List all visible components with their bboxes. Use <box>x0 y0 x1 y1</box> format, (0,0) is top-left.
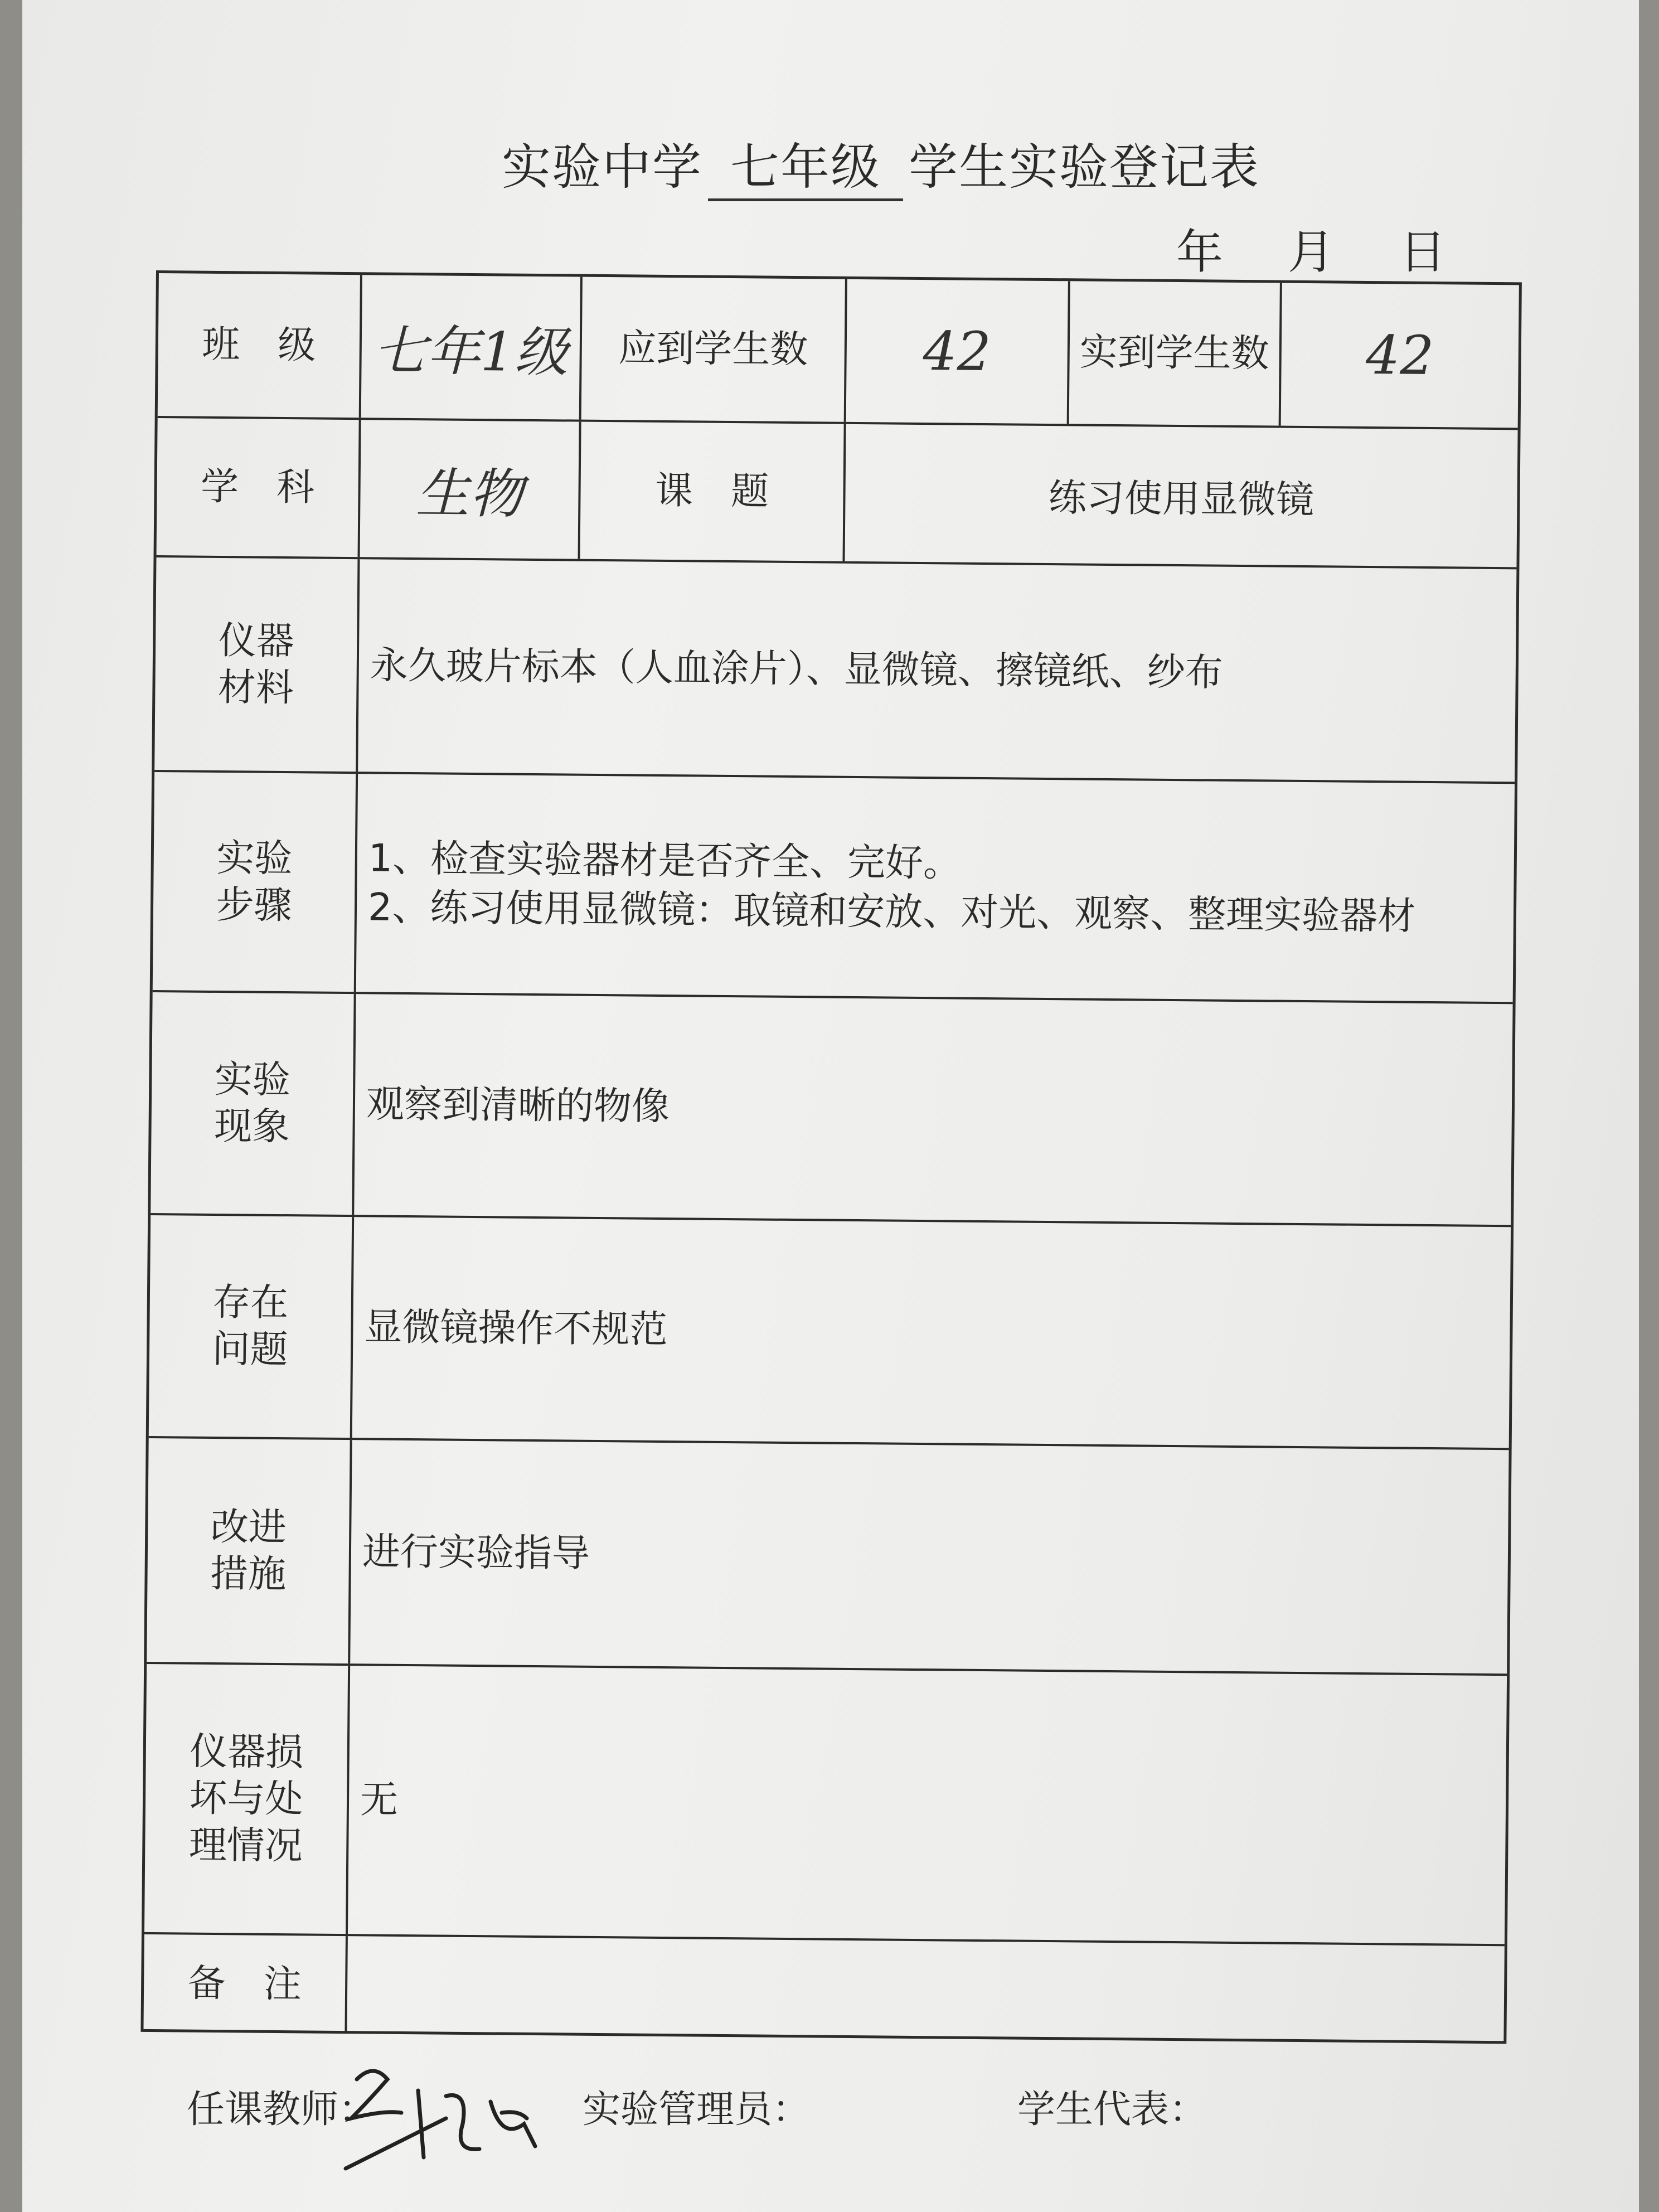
student-rep-label: 学生代表： <box>1017 2088 1207 2132</box>
equipment-value[interactable]: 永久玻片标本（人血涂片）、显微镜、擦镜纸、纱布 <box>370 643 1224 695</box>
date-row <box>1176 215 1511 282</box>
teacher-signature-icon <box>334 2057 569 2185</box>
steps-value[interactable] <box>356 774 1512 1002</box>
title-grade: 七年级 <box>708 128 903 201</box>
title-school: 实验中学 <box>502 138 703 196</box>
expected-students-value[interactable]: 42 <box>846 279 1070 424</box>
topic-label: 课 题 <box>580 422 846 561</box>
row-problems <box>149 1215 1511 1450</box>
form-title <box>502 128 1282 201</box>
problems-value[interactable]: 显微镜操作不规范 <box>364 1305 668 1352</box>
damage-value[interactable]: 无 <box>360 1777 399 1822</box>
row-class-attendance <box>158 273 1519 430</box>
notes-label: 备 注 <box>143 1934 348 2034</box>
row-improvement <box>147 1438 1508 1676</box>
registration-table <box>140 270 1521 2044</box>
class-value[interactable]: 七年1级 <box>361 275 583 419</box>
damage-label: 仪器损 坏与处 理情况 <box>144 1664 350 1934</box>
admin-label: 实验管理员： <box>583 2088 811 2132</box>
improvement-value[interactable]: 进行实验指导 <box>362 1529 590 1576</box>
topic-value[interactable]: 练习使用显微镜 <box>1048 476 1314 522</box>
date-month: 月 <box>1288 225 1335 279</box>
step-1: 1、检查实验器材是否齐全、完好。 <box>368 836 962 886</box>
row-notes <box>143 1934 1504 2044</box>
subject-label: 学 科 <box>157 418 361 557</box>
paper-sheet <box>22 0 1639 2212</box>
phenomenon-label: 实验 现象 <box>151 992 356 1215</box>
steps-label: 实验 步骤 <box>153 772 358 992</box>
actual-students-label: 实到学生数 <box>1069 281 1282 425</box>
improvement-label: 改进 措施 <box>147 1438 352 1663</box>
title-suffix: 学生实验登记表 <box>909 138 1260 196</box>
expected-students-label: 应到学生数 <box>581 277 847 422</box>
phenomenon-value[interactable]: 观察到清晰的物像 <box>366 1082 670 1129</box>
actual-students-value[interactable]: 42 <box>1365 323 1434 387</box>
row-steps <box>153 772 1515 1004</box>
row-damage <box>144 1664 1507 1946</box>
date-day: 日 <box>1399 225 1447 279</box>
teacher-label: 任课教师： <box>187 2088 377 2132</box>
class-label: 班 级 <box>158 273 362 418</box>
notes-value[interactable] <box>347 1936 1501 2044</box>
step-2: 2、练习使用显微镜：取镜和安放、对光、观察、整理实验器材 <box>367 885 1416 939</box>
problems-label: 存在 问题 <box>149 1215 354 1438</box>
date-year: 年 <box>1176 225 1224 279</box>
subject-value[interactable]: 生物 <box>360 420 581 559</box>
row-equipment <box>154 557 1516 784</box>
row-subject-topic <box>157 418 1518 569</box>
equipment-label: 仪器 材料 <box>154 557 360 772</box>
row-phenomenon <box>151 992 1512 1227</box>
